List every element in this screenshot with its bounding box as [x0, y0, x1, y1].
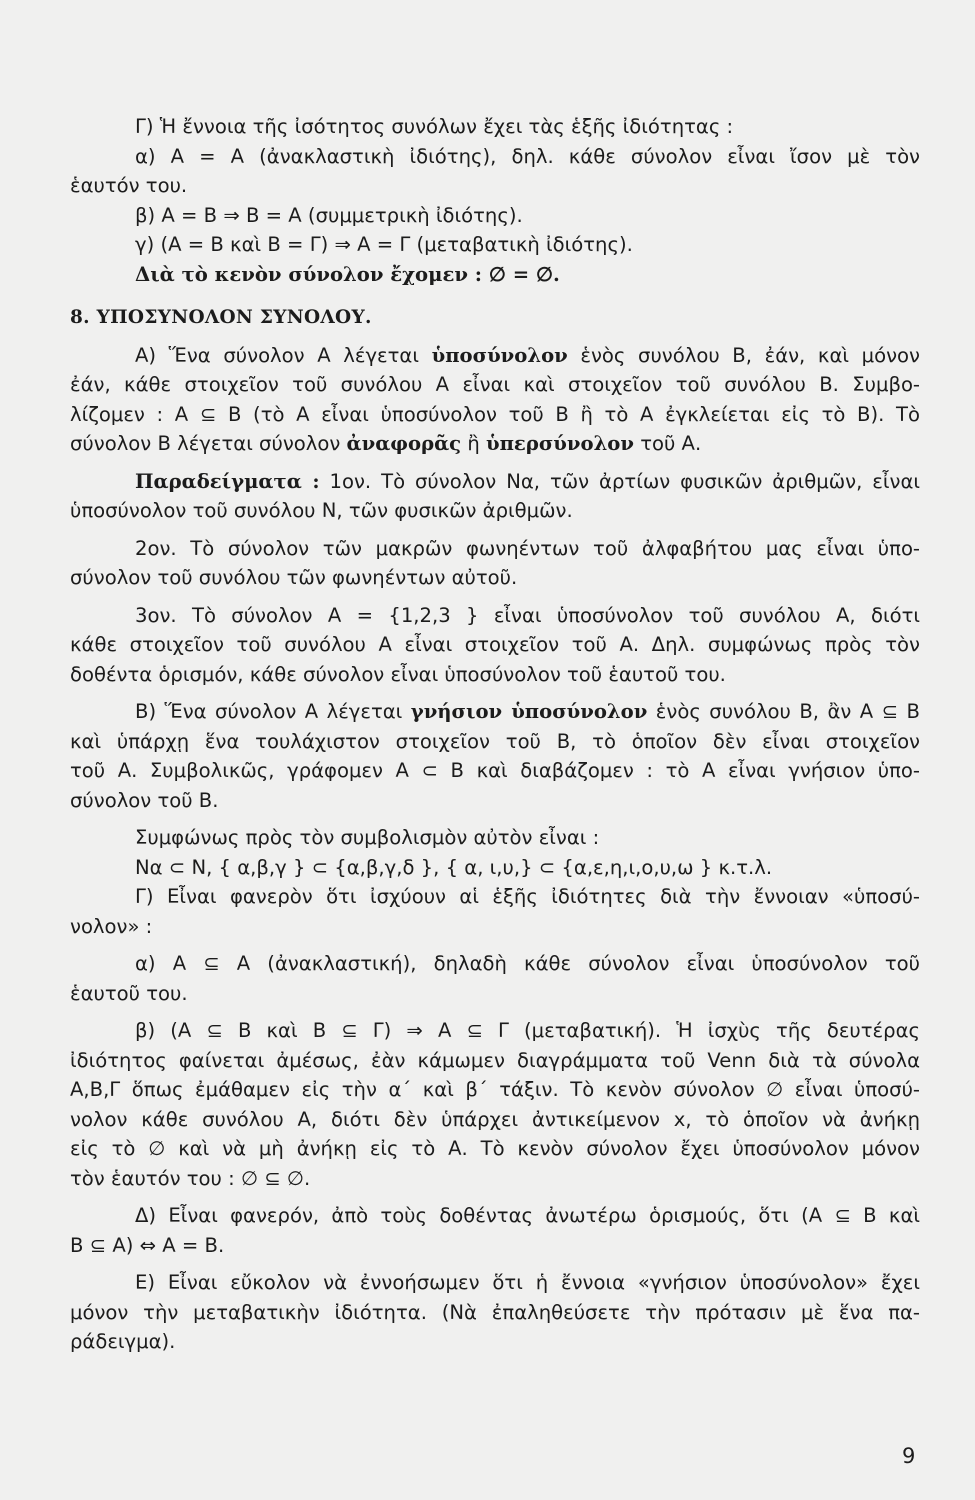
text-span: ἢ: [461, 432, 486, 455]
examples-label: Παραδείγματα :: [135, 469, 320, 493]
text-line: ἑαυτόν του.: [70, 174, 188, 197]
text-line: καὶ ὑπάρχῃ ἕνα τουλάχιστον στοιχεῖον τοῦ Β, τὸ ὁποῖον δὲν εἶναι στοιχεῖον: [70, 729, 920, 753]
text-line: λίζομεν : Α ⊆ Β (τὸ Α εἶναι ὑποσύνολον τοῦ Β ἢ τὸ Α ἐγκλείεται εἰς τὸ Β). Τὸ: [70, 402, 920, 426]
term-proper-subset: γνήσιον ὑποσύνολον: [410, 700, 648, 723]
text-line: Γ) Ἡ ἔννοια τῆς ἰσότητος συνόλων ἔχει τὰς ἑξῆς ἰδιότητας :: [135, 115, 734, 138]
text-line: [70, 341, 920, 371]
text-line: τοῦ Α. Συμβολικῶς, γράφομεν Α ⊂ Β καὶ διαβάζομεν : τὸ Α εἶναι γνήσιον ὑπο-: [70, 759, 920, 782]
text-span: τοῦ Α.: [633, 432, 702, 455]
text-line: νολον» :: [70, 914, 153, 938]
text-line: ὑποσύνολον τοῦ συνόλου Ν, τῶν φυσικῶν ἀριθμῶν.: [70, 499, 573, 522]
text-line: 2ον. Τὸ σύνολον τῶν μακρῶν φωνηέντων τοῦ ἀλφαβήτου μας εἶναι ὑπο-: [135, 536, 920, 560]
text-line: τὸν ἑαυτόν του : ∅ ⊆ ∅.: [70, 1166, 311, 1190]
text-line: α) Α ⊆ Α (ἀνακλαστική), δηλαδὴ κάθε σύνολον εἶναι ὑποσύνολον τοῦ: [135, 952, 920, 975]
page-number: 9: [902, 1444, 916, 1468]
text-line: [70, 467, 920, 497]
text-line: ράδειγμα).: [70, 1330, 176, 1353]
empty-set-statement: Διὰ τὸ κενὸν σύνολον ἔχομεν : ∅ = ∅.: [135, 262, 560, 286]
text-line: κάθε στοιχεῖον τοῦ συνόλου Α εἶναι στοιχεῖον τοῦ Α. Δηλ. συμφώνως πρὸς τὸν: [70, 633, 920, 656]
text-line: β) Α = Β ⇒ Β = Α (συμμετρικὴ ἰδιότης).: [135, 203, 523, 227]
formula-line: Nα ⊂ Ν, { α,β,γ } ⊂ {α,β,γ,δ }, { α, ι,υ,} ⊂ {α,ε,η,ι,ο,υ,ω } κ.τ.λ.: [135, 855, 773, 879]
text-line: 3ον. Τὸ σύνολον Α = {1,2,3 } εἶναι ὑποσύνολον τοῦ συνόλου Α, διότι: [135, 603, 920, 627]
text-line: Β ⊆ Α) ⇔ Α = Β.: [70, 1233, 225, 1257]
text-line: Δ) Εἶναι φανερόν, ἀπὸ τοὺς δοθέντας ἀνωτέρω ὁρισμούς, ὅτι (Α ⊆ Β καὶ: [135, 1204, 920, 1227]
text-line: μόνον τὴν μεταβατικὴν ἰδιότητα. (Νὰ ἐπαληθεύσετε τὴν πρότασιν μὲ ἕνα πα-: [70, 1300, 920, 1324]
text-line: Γ) Εἶναι φανερὸν ὅτι ἰσχύουν αἱ ἑξῆς ἰδιότητες διὰ τὴν ἔννοιαν «ὑποσύ-: [135, 885, 920, 908]
text-line: Α,Β,Γ ὅπως ἐμάθαμεν εἰς τὴν α΄ καὶ β΄ τάξιν. Τὸ κενὸν σύνολον ∅ εἶναι ὑποσύ-: [70, 1078, 920, 1101]
text-span: ἑνὸς συνόλου Β, ἐάν, καὶ μόνον: [567, 343, 920, 367]
text-span: ἑνὸς συνόλου Β, ἂν Α ⊆ Β: [647, 700, 920, 723]
text-line: νολον κάθε συνόλου Α, διότι δὲν ὑπάρχει ἀντικείμενον x, τὸ ὁποῖον νὰ ἀνήκῃ: [70, 1107, 920, 1131]
text-line: σύνολον τοῦ Β.: [70, 788, 219, 812]
text-line: α) Α = Α (ἀνακλαστικὴ ἰδιότης), δηλ. κάθε σύνολον εἶναι ἴσον μὲ τὸν: [135, 144, 920, 168]
text-line: δοθέντα ὁρισμόν, κάθε σύνολον εἶναι ὑποσύνολον τοῦ ἑαυτοῦ του.: [70, 662, 726, 686]
text-line: ἐάν, κάθε στοιχεῖον τοῦ συνόλου Α εἶναι καὶ στοιχεῖον τοῦ συνόλου Β. Συμβο-: [70, 373, 920, 396]
text-line: [70, 697, 920, 727]
term-superset: ὑπερσύνολον: [485, 432, 634, 455]
text-line: εἰς τὸ ∅ καὶ νὰ μὴ ἀνήκῃ εἰς τὸ Α. Τὸ κενὸν σύνολον ἔχει ὑποσύνολον μόνον: [70, 1137, 920, 1160]
text-line: Συμφώνως πρὸς τὸν συμβολισμὸν αὐτὸν εἶναι :: [135, 826, 600, 849]
text-line: γ) (Α = Β καὶ Β = Γ) ⇒ Α = Γ (μεταβατικὴ ἰδιότης).: [135, 233, 633, 256]
text-span: 1ον. Τὸ σύνολον Nα, τῶν ἀρτίων φυσικῶν ἀριθμῶν, εἶναι: [319, 469, 920, 493]
text-line: σύνολον τοῦ συνόλου τῶν φωνηέντων αὐτοῦ.: [70, 566, 518, 589]
text-span: Β) Ἕνα σύνολον Α λέγεται: [135, 700, 411, 723]
text-line: ἑαυτοῦ του.: [70, 981, 188, 1005]
section-heading: 8. ΥΠΟΣΥΝΟΛΟΝ ΣΥΝΟΛΟΥ.: [70, 307, 372, 328]
page-body: [70, 112, 920, 1357]
text-line: [70, 429, 920, 459]
term-reference-set: ἀναφορᾶς: [346, 432, 462, 455]
text-line: ἰδιότητος φαίνεται ἀμέσως, ἐὰν κάμωμεν διαγράμματα τοῦ Venn διὰ τὰ σύνολα: [70, 1048, 920, 1072]
text-span: σύνολον Β λέγεται σύνολον: [70, 432, 347, 455]
text-line: β) (Α ⊆ Β καὶ Β ⊆ Γ) ⇒ Α ⊆ Γ (μεταβατική). Ἡ ἰσχὺς τῆς δευτέρας: [135, 1019, 920, 1042]
text-line: Ε) Εἶναι εὔκολον νὰ ἐννοήσωμεν ὅτι ἡ ἔννοια «γνήσιον ὑποσύνολον» ἔχει: [135, 1271, 920, 1294]
term-subset: ὑποσύνολον: [431, 343, 568, 367]
text-span: Α) Ἕνα σύνολον Α λέγεται: [135, 343, 432, 367]
